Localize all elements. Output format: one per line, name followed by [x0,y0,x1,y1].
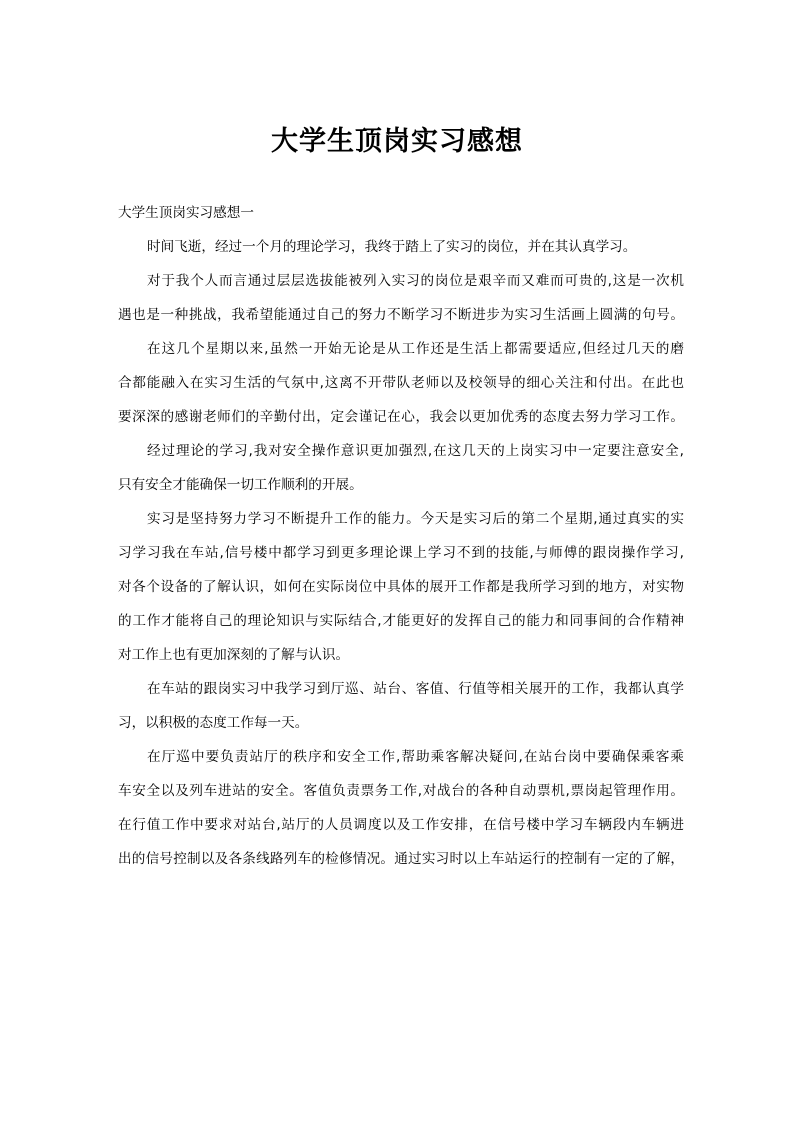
text-line: 习学习我在车站,信号楼中都学习到更多理论课上学习不到的技能,与师傅的跟岗操作学习, [118,545,684,561]
text-line: 习，以积极的态度工作每一天。 [118,715,309,731]
text-line: 只有安全才能确保一切工作顺利的开展。 [118,477,363,493]
text-line: 要深深的感谢老师们的辛勤付出，定会谨记在心，我会以更加优秀的态度去努力学习工作。 [118,409,684,425]
text-line: 遇也是一种挑战，我希望能通过自己的努力不断学习不断进步为实习生活画上圆满的句号。 [118,307,684,323]
text-line: 实习是坚持努力学习不断提升工作的能力。今天是实习后的第二个星期,通过真实的实 [147,511,684,527]
text-line: 对各个设备的了解认识，如何在实际岗位中具体的展开工作都是我所学习到的地方，对实物 [118,579,684,595]
text-line: 在车站的跟岗实习中我学习到厅巡、站台、客值、行值等相关展开的工作，我都认真学 [147,681,684,697]
text-line: 对于我个人而言通过层层选拔能被列入实习的岗位是艰辛而又难而可贵的,这是一次机 [147,273,684,289]
text-line: 出的信号控制以及各条线路列车的检修情况。通过实习时以上车站运行的控制有一定的了解， [118,851,684,867]
text-line: 在厅巡中要负责站厅的秩序和安全工作,帮助乘客解决疑问,在站台岗中要确保乘客乘 [147,749,684,765]
document-body [118,196,684,876]
text-line: 车安全以及列车进站的安全。客值负责票务工作,对战台的各种自动票机,票岗起管理作用。 [118,783,684,799]
text-line: 对工作上也有更加深刻的了解与认识。 [118,647,350,663]
document-title: 大学生顶岗实习感想 [271,126,523,157]
text-line: 在行值工作中要求对站台,站厅的人员调度以及工作安排，在信号楼中学习车辆段内车辆进 [118,817,684,833]
text-line: 合都能融入在实习生活的气氛中,这离不开带队老师以及校领导的细心关注和付出。在此也 [118,375,684,391]
text-line: 时间飞逝，经过一个月的理论学习，我终于踏上了实习的岗位，并在其认真学习。 [147,239,637,255]
text-line: 经过理论的学习,我对安全操作意识更加强烈,在这几天的上岗实习中一定要注意安全, [147,443,684,459]
text-line: 在这几个星期以来,虽然一开始无论是从工作还是生活上都需要适应,但经过几天的磨 [147,341,684,357]
text-line: 的工作才能将自己的理论知识与实际结合,才能更好的发挥自己的能力和同事间的合作精神 [118,613,684,629]
document-subtitle: 大学生顶岗实习感想一 [118,205,254,221]
